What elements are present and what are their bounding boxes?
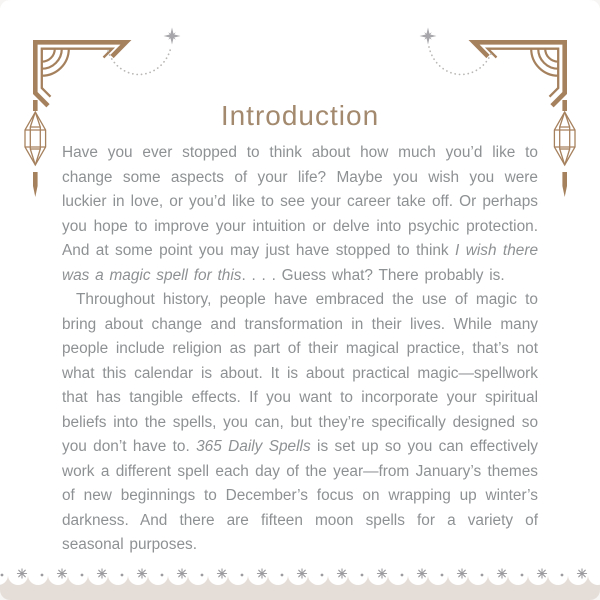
snowflake-icon — [417, 569, 426, 578]
snowflake-icon — [297, 569, 306, 578]
dot-icon — [241, 574, 244, 577]
dot-icon — [441, 574, 444, 577]
snowflake-icon — [577, 569, 586, 578]
sparkle-star-left-icon — [164, 28, 181, 45]
dot-icon — [161, 574, 164, 577]
snowflake-icon — [377, 569, 386, 578]
snowflake-icon — [97, 569, 106, 578]
snowflake-icon — [177, 569, 186, 578]
dot-icon — [401, 574, 404, 577]
body-text: Have you ever stopped to think about how much you’d like to change some aspects of your life? Maybe you wish you were luckier in love, or you’d like to see your career take off. Or perhaps you hope to improve your intuition or delve into psychic protection. And at some point you may just have stopped to think I wish there was a magic spell for this. . . . Guess what? There probably is. Throughout history, people have embraced the use of magic to bring about change and transformation in their lives. While many people include religion as part of their magical practice, that’s not what this calendar is about. It is about practical magic—spellwork that has tangible effects. If you want to incorporate your spiritual beliefs into the spells, you can, but they’re specifically designed so you don’t have to. 365 Daily Spells is set up so you can effectively work a different spell each day of the year—from January’s themes of new beginnings to December’s focus on wrapping up winter’s darkness. And there are fifteen moon spells for a variety of seasonal purposes. — [62, 144, 539, 553]
dot-icon — [361, 574, 364, 577]
dot-icon — [41, 574, 44, 577]
snowflake-icon — [217, 569, 226, 578]
sparkle-star-right-icon — [420, 28, 437, 45]
snowflake-icon — [57, 569, 66, 578]
snowflake-icon — [17, 569, 26, 578]
dot-icon — [201, 574, 204, 577]
dot-icon — [321, 574, 324, 577]
dot-icon — [521, 574, 524, 577]
dot-icon — [81, 574, 84, 577]
page-title: Introduction — [220, 100, 380, 131]
snowflake-icon — [497, 569, 506, 578]
snowflake-icon — [457, 569, 466, 578]
snowflake-icon — [257, 569, 266, 578]
dot-icon — [481, 574, 484, 577]
snowflake-icon — [137, 569, 146, 578]
scallop-border — [0, 560, 600, 585]
dot-icon — [561, 574, 564, 577]
snowflake-icon — [537, 569, 546, 578]
dot-icon — [121, 574, 124, 577]
scallop-edge — [0, 560, 600, 600]
snowflake-icon — [337, 569, 346, 578]
dot-icon — [281, 574, 284, 577]
dot-icon — [1, 574, 4, 577]
